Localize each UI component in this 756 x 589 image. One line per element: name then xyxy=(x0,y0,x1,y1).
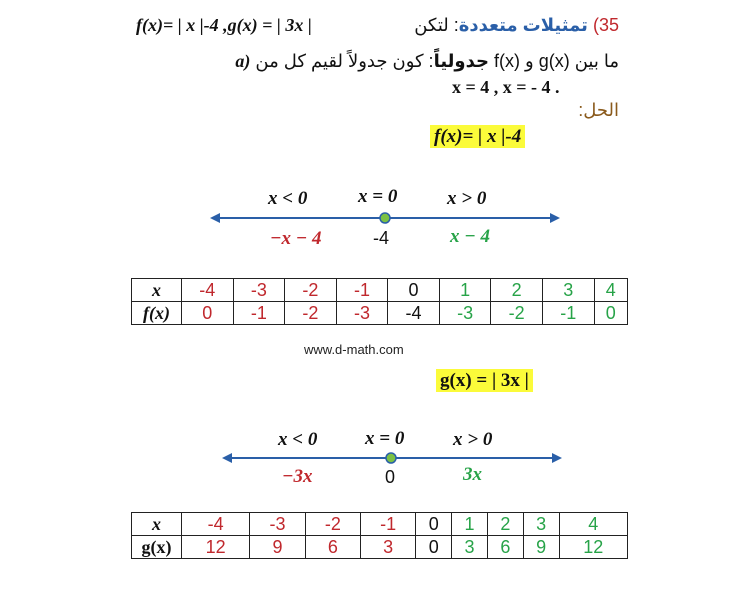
g-label-zero: x = 0 xyxy=(365,428,405,449)
table-cell: 3 xyxy=(542,279,594,302)
f-expr-pos: x − 4 xyxy=(450,226,491,247)
watermark: www.d-math.com xyxy=(304,342,404,357)
table-cell: 6 xyxy=(305,536,360,559)
f-table-row-label: f(x) xyxy=(132,302,182,325)
table-cell: 0 xyxy=(594,302,628,325)
table-cell: -3 xyxy=(250,513,305,536)
g-table-value-row xyxy=(132,536,628,559)
part-a-line xyxy=(19,50,619,72)
part-a-text: : كون جدولاً لقيم كل من f(x) و g(x) ما بين xyxy=(255,51,619,71)
table-cell: -3 xyxy=(439,302,491,325)
table-cell: -2 xyxy=(305,513,360,536)
table-cell: -1 xyxy=(361,513,416,536)
table-cell: -3 xyxy=(336,302,388,325)
g-expr-pos: 3x xyxy=(463,464,482,485)
f-label-zero: x = 0 xyxy=(358,186,398,207)
table-cell: 0 xyxy=(182,302,234,325)
f-heading: f(x)= | x |-4 xyxy=(430,125,525,148)
g-expr-neg: −3x xyxy=(282,466,313,487)
f-table xyxy=(131,278,628,325)
problem-title: تمثيلات متعددة xyxy=(458,15,588,35)
f-table-x-label: x xyxy=(132,279,182,302)
f-table-header-row xyxy=(132,279,628,302)
solution-label: الحل: xyxy=(578,100,619,120)
f-expr-neg: −x − 4 xyxy=(270,228,322,249)
f-heading-wrap xyxy=(430,126,525,148)
table-cell: -1 xyxy=(233,302,285,325)
table-cell: 0 xyxy=(416,536,452,559)
table-cell: 1 xyxy=(439,279,491,302)
table-cell: -1 xyxy=(542,302,594,325)
table-cell: 6 xyxy=(487,536,523,559)
table-cell: 4 xyxy=(559,513,627,536)
part-a-title: جدولياً xyxy=(433,51,489,71)
f-label-pos: x > 0 xyxy=(447,188,487,209)
table-cell: -4 xyxy=(182,513,250,536)
g-table xyxy=(131,512,628,559)
table-cell: 3 xyxy=(452,536,488,559)
table-cell: -2 xyxy=(285,302,337,325)
g-label-pos: x > 0 xyxy=(453,429,493,450)
g-table-x-label: x xyxy=(132,513,182,536)
f-table-value-row xyxy=(132,302,628,325)
table-cell: -2 xyxy=(491,302,543,325)
table-cell: -1 xyxy=(336,279,388,302)
part-a-range: x = 4 , x = - 4 . xyxy=(452,77,560,97)
table-cell: -4 xyxy=(182,279,234,302)
g-heading-wrap xyxy=(436,370,533,392)
table-cell: 0 xyxy=(416,513,452,536)
g-axis-right-arrow xyxy=(552,453,562,463)
table-cell: 12 xyxy=(559,536,627,559)
part-a-label: a) xyxy=(235,51,251,71)
problem-intro: : لتكن xyxy=(414,15,459,35)
f-expr-zero: -4 xyxy=(373,228,390,248)
table-cell: 3 xyxy=(361,536,416,559)
g-table-row-label: g(x) xyxy=(132,536,182,559)
f-label-neg: x < 0 xyxy=(268,188,308,209)
table-cell: -2 xyxy=(285,279,337,302)
table-cell: 9 xyxy=(523,536,559,559)
table-cell: 0 xyxy=(388,279,440,302)
problem-number: 35) xyxy=(592,15,619,35)
g-axis-left-arrow xyxy=(222,453,232,463)
g-zero-point xyxy=(386,453,396,463)
g-heading: g(x) = | 3x | xyxy=(436,369,533,392)
table-cell: -4 xyxy=(388,302,440,325)
g-label-neg: x < 0 xyxy=(278,429,318,450)
g-expr-zero: 0 xyxy=(385,467,396,487)
table-cell: 1 xyxy=(452,513,488,536)
table-cell: 9 xyxy=(250,536,305,559)
table-cell: 4 xyxy=(594,279,628,302)
problem-line-1 xyxy=(19,14,619,36)
f-axis-right-arrow xyxy=(550,213,560,223)
table-cell: 12 xyxy=(182,536,250,559)
table-cell: 2 xyxy=(487,513,523,536)
table-cell: 3 xyxy=(523,513,559,536)
f-axis-left-arrow xyxy=(210,213,220,223)
table-cell: 2 xyxy=(491,279,543,302)
g-table-header-row xyxy=(132,513,628,536)
f-zero-point xyxy=(380,213,390,223)
table-cell: -3 xyxy=(233,279,285,302)
problem-functions: f(x)= | x |-4 ,g(x) = | 3x | xyxy=(136,15,312,35)
